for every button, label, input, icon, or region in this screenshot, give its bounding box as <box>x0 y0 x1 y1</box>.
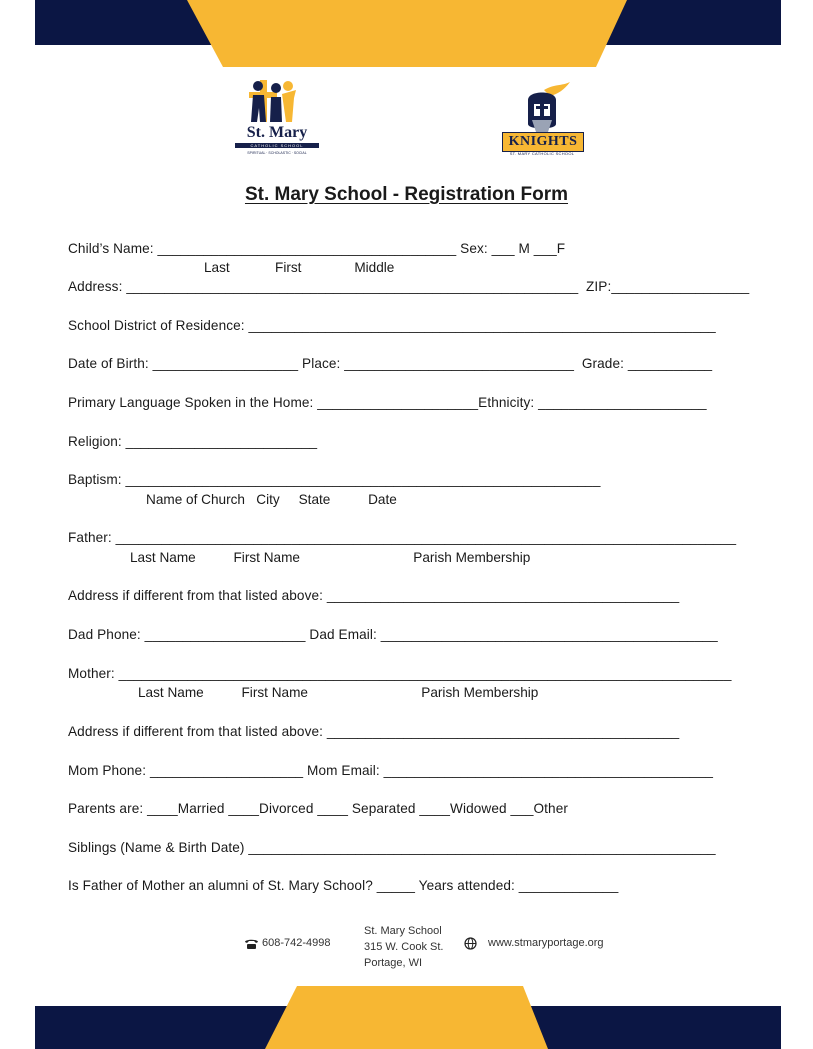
knights-logo-sub: ST. MARY CATHOLIC SCHOOL <box>509 151 575 156</box>
siblings-field[interactable]: Siblings (Name & Birth Date) _____________________________________________________________ <box>68 840 716 855</box>
stmary-logo-sub: CATHOLIC SCHOOL <box>235 143 319 148</box>
dad-phone-field[interactable]: Dad Phone: _____________________ Dad Email: ____________________________________________ <box>68 627 718 642</box>
footer-city: Portage, WI <box>364 957 423 969</box>
childs-name-labels: Last First Middle <box>204 260 395 275</box>
primary-language-field[interactable]: Primary Language Spoken in the Home: _____________________Ethnicity: ______________________ <box>68 395 707 410</box>
parents-status-field[interactable]: Parents are: ____Married ____Divorced ____ Separated ____Widowed ___Other <box>68 801 569 816</box>
childs-name-field[interactable]: Child’s Name: _______________________________________ Sex: ___ M ___F <box>68 241 566 256</box>
phone-icon <box>244 938 259 950</box>
knight-helmet-icon <box>498 80 586 134</box>
baptism-labels: Name of Church City State Date <box>146 492 397 507</box>
footer-street: 315 W. Cook St. <box>364 941 444 953</box>
stmary-logo-tagline: SPIRITUAL · SCHOLASTIC · SOCIAL <box>247 151 307 155</box>
globe-icon <box>464 937 477 950</box>
father-labels: Last Name First Name Parish Membership <box>130 550 531 565</box>
knights-logo-name: KNIGHTS <box>502 132 584 152</box>
footer-school-name: St. Mary School <box>364 925 442 937</box>
form-title: St. Mary School - Registration Form <box>244 184 569 205</box>
stmary-logo <box>244 78 310 162</box>
baptism-field[interactable]: Baptism: ______________________________________________________________ <box>68 472 601 487</box>
religion-field[interactable]: Religion: _________________________ <box>68 434 318 449</box>
address-field[interactable]: Address: ___________________________________________________________ ZIP:__________________ <box>68 279 750 294</box>
knights-logo <box>498 80 586 160</box>
date-of-birth-field[interactable]: Date of Birth: ___________________ Place: ______________________________ Grade: ___________ <box>68 356 713 371</box>
footer-phone: 608-742-4998 <box>262 937 331 949</box>
bottom-banner <box>35 986 781 1049</box>
father-field[interactable]: Father: _________________________________________________________________________________ <box>68 530 737 545</box>
top-banner <box>35 0 781 67</box>
father-address-field[interactable]: Address if different from that listed above: ______________________________________________ <box>68 588 680 603</box>
stmary-logo-name: St. Mary <box>246 124 308 141</box>
mother-address-field[interactable]: Address if different from that listed above: ______________________________________________ <box>68 724 680 739</box>
alumni-field[interactable]: Is Father of Mother an alumni of St. Mary School? _____ Years attended: _____________ <box>68 878 619 893</box>
footer-website[interactable]: www.stmaryportage.org <box>488 937 604 949</box>
mom-phone-field[interactable]: Mom Phone: ____________________ Mom Email: ___________________________________________ <box>68 763 714 778</box>
school-district-field[interactable]: School District of Residence: _____________________________________________________________ <box>68 318 716 333</box>
stmary-figures-icon <box>244 78 310 124</box>
mother-field[interactable]: Mother: ________________________________________________________________________________ <box>68 666 732 681</box>
mother-labels: Last Name First Name Parish Membership <box>138 685 539 700</box>
